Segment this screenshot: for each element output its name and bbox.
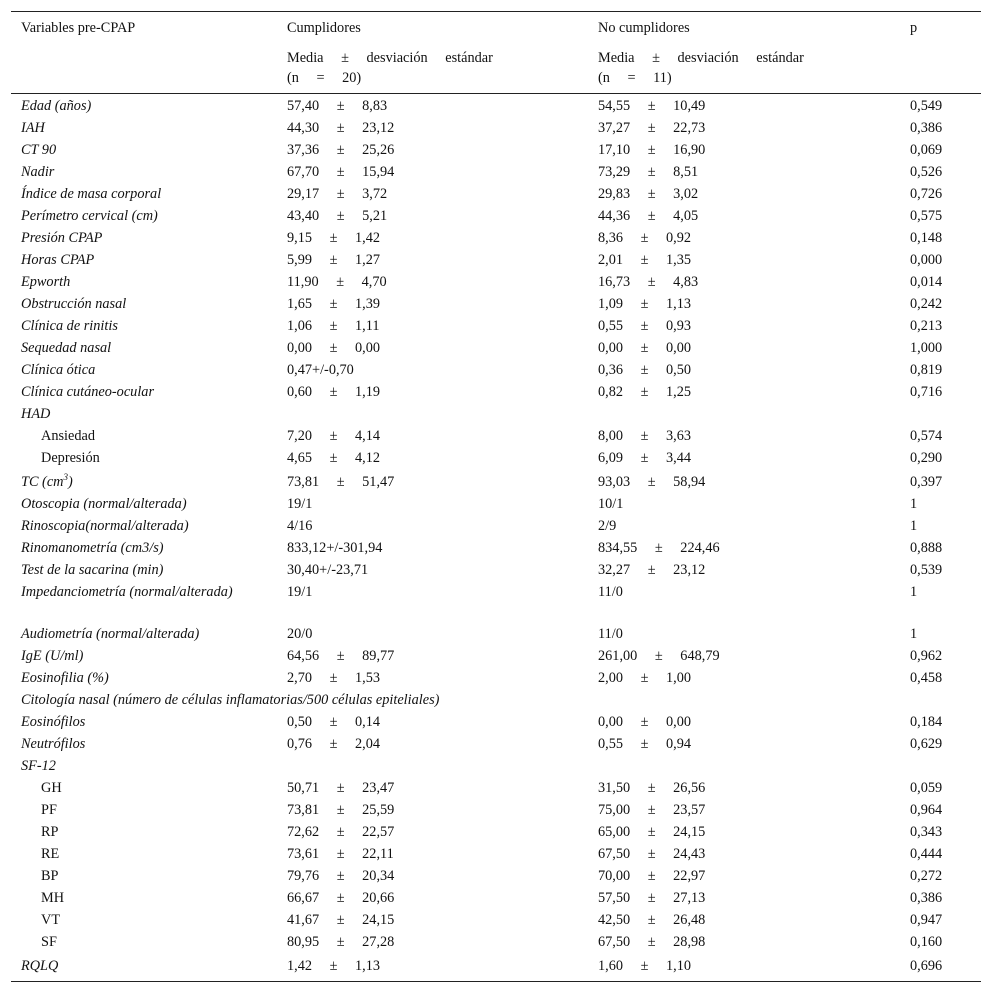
row-label: Epworth: [21, 274, 71, 290]
table-row: [11, 359, 981, 381]
p-value: 0,539: [910, 562, 943, 578]
row-label: Rinomanometría (cm3/s): [21, 540, 164, 556]
header-variable: Variables pre-CPAP: [21, 20, 136, 36]
table-row: [11, 865, 981, 887]
p-value: 0,242: [910, 296, 943, 312]
group2-value: 11/0: [598, 626, 623, 642]
row-label: Test de la sacarina (min): [21, 562, 164, 578]
group2-value: 37,27 ± 22,73: [598, 120, 706, 136]
group2-value: 67,50 ± 28,98: [598, 934, 706, 950]
header-group2-stat: Media ± desviación estándar: [598, 50, 804, 66]
p-value: 0,526: [910, 164, 943, 180]
row-label: MH: [41, 890, 65, 906]
p-value: 0,458: [910, 670, 943, 686]
group2-value: 834,55 ± 224,46: [598, 540, 720, 556]
group2-value: 0,82 ± 1,25: [598, 384, 692, 400]
table-row: [11, 381, 981, 403]
row-label: IgE (U/ml): [21, 648, 84, 664]
p-value: 0,069: [910, 142, 943, 158]
header-group1-stat: Media ± desviación estándar: [287, 50, 493, 66]
p-value: 0,000: [910, 252, 943, 268]
table-row: [11, 271, 981, 293]
group2-value: 16,73 ± 4,83: [598, 274, 699, 290]
table-row: [11, 777, 981, 799]
table-row: [11, 227, 981, 249]
group1-value: 73,81 ± 51,47: [287, 474, 395, 490]
row-label: PF: [41, 802, 57, 818]
row-label: Horas CPAP: [21, 252, 95, 268]
group1-value: 0,50 ± 0,14: [287, 714, 381, 730]
table-row: [11, 425, 981, 447]
header-group1: Cumplidores: [287, 20, 361, 36]
group2-value: 70,00 ± 22,97: [598, 868, 706, 884]
row-label: Clínica ótica: [21, 362, 96, 378]
table-row: [11, 689, 981, 711]
p-value: 0,184: [910, 714, 943, 730]
table-row: [11, 909, 981, 931]
row-label: Citología nasal (número de células inflamatorias/500 células epiteliales): [21, 692, 440, 708]
group1-value: 37,36 ± 25,26: [287, 142, 395, 158]
group1-value: 1,42 ± 1,13: [287, 958, 381, 974]
table-row: [11, 623, 981, 645]
row-label: Perímetro cervical (cm): [21, 208, 158, 224]
p-value: 0,397: [910, 474, 943, 490]
group2-value: 8,36 ± 0,92: [598, 230, 692, 246]
header-p: p: [910, 20, 918, 36]
p-value: 0,819: [910, 362, 943, 378]
row-label: CT 90: [21, 142, 57, 158]
row-label: RP: [41, 824, 59, 840]
p-value: 0,160: [910, 934, 943, 950]
group1-value: 66,67 ± 20,66: [287, 890, 395, 906]
group2-value: 2,00 ± 1,00: [598, 670, 692, 686]
group2-value: 11/0: [598, 584, 623, 600]
group2-value: 44,36 ± 4,05: [598, 208, 699, 224]
group1-value: 0,76 ± 2,04: [287, 736, 381, 752]
p-value: 0,629: [910, 736, 943, 752]
table-row: [11, 471, 981, 493]
table-row: [11, 161, 981, 183]
table-row: [11, 843, 981, 865]
p-value: 0,014: [910, 274, 943, 290]
group2-value: 261,00 ± 648,79: [598, 648, 720, 664]
header-group1-n: (n = 20): [287, 70, 362, 86]
p-value: 0,272: [910, 868, 943, 884]
row-label: RQLQ: [21, 958, 59, 974]
table-row: [11, 711, 981, 733]
p-value: 0,726: [910, 186, 943, 202]
group2-value: 6,09 ± 3,44: [598, 450, 692, 466]
table-body: [11, 94, 981, 981]
row-label: Neutrófilos: [21, 736, 86, 752]
p-value: 0,964: [910, 802, 943, 818]
group1-value: 72,62 ± 22,57: [287, 824, 395, 840]
group1-value: 0,00 ± 0,00: [287, 340, 381, 356]
group2-value: 0,00 ± 0,00: [598, 340, 692, 356]
p-value: 0,213: [910, 318, 943, 334]
group1-value: 7,20 ± 4,14: [287, 428, 381, 444]
table-row: [11, 293, 981, 315]
p-value: 1: [910, 496, 918, 512]
group2-value: 10/1: [598, 496, 624, 512]
table-header: [11, 12, 981, 94]
p-value: 0,962: [910, 648, 943, 664]
table-row: [11, 515, 981, 537]
group1-value: 2,70 ± 1,53: [287, 670, 381, 686]
group2-value: 32,27 ± 23,12: [598, 562, 706, 578]
group1-value: 1,06 ± 1,11: [287, 318, 380, 334]
table-row: [11, 403, 981, 425]
row-label: BP: [41, 868, 59, 884]
table-row: [11, 733, 981, 755]
p-value: 0,148: [910, 230, 943, 246]
p-value: 0,575: [910, 208, 943, 224]
group1-value: 64,56 ± 89,77: [287, 648, 395, 664]
group1-value: 43,40 ± 5,21: [287, 208, 388, 224]
table-row: [11, 581, 981, 625]
table-row: [11, 205, 981, 227]
group2-value: 54,55 ± 10,49: [598, 98, 706, 114]
group1-value: 0,60 ± 1,19: [287, 384, 381, 400]
table-row: [11, 249, 981, 271]
group1-value: 4,65 ± 4,12: [287, 450, 381, 466]
header-group2-n: (n = 11): [598, 70, 672, 86]
row-label: Nadir: [21, 164, 55, 180]
table-row: [11, 887, 981, 909]
group2-value: 8,00 ± 3,63: [598, 428, 692, 444]
group1-value: 80,95 ± 27,28: [287, 934, 395, 950]
table-row: [11, 559, 981, 581]
p-value: 0,888: [910, 540, 943, 556]
group1-value: 44,30 ± 23,12: [287, 120, 395, 136]
row-label: Ansiedad: [41, 428, 95, 444]
row-label: Eosinofilia (%): [21, 670, 109, 686]
table-row: [11, 821, 981, 843]
group1-value: 4/16: [287, 518, 313, 534]
p-value: 0,059: [910, 780, 943, 796]
p-value: 1: [910, 518, 918, 534]
group1-value: 57,40 ± 8,83: [287, 98, 388, 114]
row-label: Impedanciometría (normal/alterada): [21, 584, 233, 600]
row-label: TC $(cm^3)$: [21, 472, 73, 490]
table-row: [11, 183, 981, 205]
table-row: [11, 645, 981, 667]
group1-value: 20/0: [287, 626, 313, 642]
p-value: 0,947: [910, 912, 943, 928]
p-value: 0,386: [910, 890, 943, 906]
header-group2: No cumplidores: [598, 20, 690, 36]
row-label: Clínica de rinitis: [21, 318, 118, 334]
group2-value: 57,50 ± 27,13: [598, 890, 706, 906]
row-label: VT: [41, 912, 61, 928]
row-label: Rinoscopia(normal/alterada): [21, 518, 189, 534]
group1-value: 79,76 ± 20,34: [287, 868, 395, 884]
group2-value: 2,01 ± 1,35: [598, 252, 692, 268]
table-row: [11, 139, 981, 161]
row-label: Eosinófilos: [21, 714, 86, 730]
row-label: RE: [41, 846, 60, 862]
group2-value: 42,50 ± 26,48: [598, 912, 706, 928]
group1-value: 19/1: [287, 584, 313, 600]
group2-value: 67,50 ± 24,43: [598, 846, 706, 862]
group2-value: 75,00 ± 23,57: [598, 802, 706, 818]
row-label: Índice de masa corporal: [21, 186, 162, 202]
row-label: HAD: [21, 406, 51, 422]
table-row: [11, 337, 981, 359]
row-label: Edad (años): [21, 98, 92, 114]
row-label: Presión CPAP: [21, 230, 103, 246]
table-row: [11, 931, 981, 953]
group2-value: 2/9: [598, 518, 617, 534]
p-value: 0,574: [910, 428, 943, 444]
row-label: SF-12: [21, 758, 56, 774]
group2-value: 31,50 ± 26,56: [598, 780, 706, 796]
results-table: [11, 11, 981, 982]
group1-value: 19/1: [287, 496, 313, 512]
p-value: 0,696: [910, 958, 943, 974]
p-value: 0,290: [910, 450, 943, 466]
row-label: Clínica cutáneo-ocular: [21, 384, 155, 400]
table-row: [11, 447, 981, 469]
group2-value: 17,10 ± 16,90: [598, 142, 706, 158]
p-value: 0,549: [910, 98, 943, 114]
group2-value: 1,09 ± 1,13: [598, 296, 692, 312]
group1-value: 50,71 ± 23,47: [287, 780, 395, 796]
group2-value: 93,03 ± 58,94: [598, 474, 706, 490]
row-label: Otoscopia (normal/alterada): [21, 496, 187, 512]
table-row: [11, 537, 981, 559]
row-label: GH: [41, 780, 62, 796]
p-value: 0,444: [910, 846, 943, 862]
table-row: [11, 117, 981, 139]
row-label: IAH: [21, 120, 45, 136]
group1-value: 1,65 ± 1,39: [287, 296, 381, 312]
p-value: 1: [910, 584, 918, 600]
p-value: 1: [910, 626, 918, 642]
group1-value: 30,40+/-23,71: [287, 562, 369, 578]
p-value: 1,000: [910, 340, 943, 356]
table-row: [11, 755, 981, 777]
group1-value: 0,47+/-0,70: [287, 362, 354, 378]
row-label: Audiometría (normal/alterada): [21, 626, 200, 642]
row-label: Depresión: [41, 450, 100, 466]
group2-value: 0,55 ± 0,94: [598, 736, 692, 752]
group2-value: 0,36 ± 0,50: [598, 362, 692, 378]
group1-value: 29,17 ± 3,72: [287, 186, 388, 202]
group2-value: 73,29 ± 8,51: [598, 164, 699, 180]
group1-value: 41,67 ± 24,15: [287, 912, 395, 928]
group2-value: 1,60 ± 1,10: [598, 958, 692, 974]
table-row: [11, 315, 981, 337]
group1-value: 9,15 ± 1,42: [287, 230, 381, 246]
table-row: [11, 95, 981, 117]
group2-value: 29,83 ± 3,02: [598, 186, 699, 202]
group1-value: 67,70 ± 15,94: [287, 164, 395, 180]
table-row: [11, 667, 981, 689]
group1-value: 73,61 ± 22,11: [287, 846, 394, 862]
table-row: [11, 493, 981, 515]
group1-value: 73,81 ± 25,59: [287, 802, 395, 818]
row-label: Sequedad nasal: [21, 340, 112, 356]
table-row: [11, 799, 981, 821]
row-label: Obstrucción nasal: [21, 296, 127, 312]
group1-value: 11,90 ± 4,70: [287, 274, 387, 290]
group2-value: 65,00 ± 24,15: [598, 824, 706, 840]
p-value: 0,386: [910, 120, 943, 136]
row-label: SF: [41, 934, 57, 950]
p-value: 0,716: [910, 384, 943, 400]
group1-value: 5,99 ± 1,27: [287, 252, 381, 268]
group1-value: 833,12+/-301,94: [287, 540, 383, 556]
p-value: 0,343: [910, 824, 943, 840]
group2-value: 0,00 ± 0,00: [598, 714, 692, 730]
table-row: [11, 955, 981, 977]
group2-value: 0,55 ± 0,93: [598, 318, 692, 334]
